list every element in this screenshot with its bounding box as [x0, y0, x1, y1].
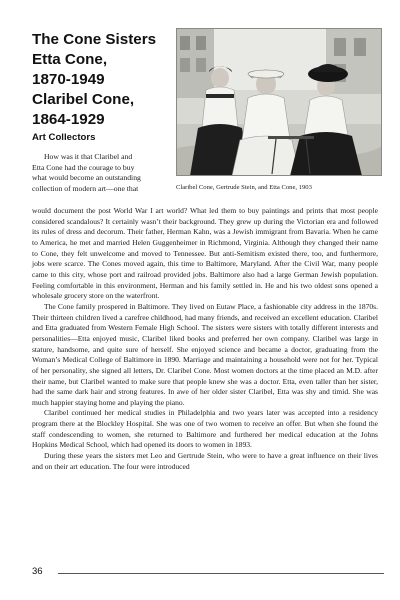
body-text — [32, 206, 378, 472]
title-line: 1864-1929 — [32, 111, 105, 128]
text-line: what would become an outstanding — [32, 173, 141, 183]
photo-image — [176, 28, 382, 176]
page-title — [32, 30, 174, 130]
wrapped-intro-lines — [32, 152, 172, 195]
paragraph-1-continued: would document the post World War I art world? What led them to buy paintings and prints that most people considered scandalous? It certainly wasn’t their background. They grew up during the Victorian era and followed its rules of dress and decorum. Their father, Herman Kahn, was a Jewish immigrant from Bavaria. When he came to America, he met and married Helen Guggenheimer in Richmond, Virginia. Although they changed their name to Cone, they felt unwelcome and moved to Tennessee. But anti-Semitism existed there, too, and furthermore, jobs were scarce. The Cones moved again, this time to Baltimore, Maryland. After the Civil War, many people came to this city, whose port and railroad provided jobs. Baltimore also had a large German Jewish population. Feeling comfortable in this environment, Herman and his family settled in. He and his two oldest sons opened a wholesale grocery store on the waterfront. — [32, 206, 378, 301]
text-line: Etta Cone had the courage to buy — [32, 162, 135, 172]
title-line: The Cone Sisters — [32, 31, 157, 48]
paragraph-4: During these years the sisters met Leo and Gertrude Stein, who were to have a great influence on their lives and on their art education. The four were introduced — [32, 451, 378, 471]
text-line: collection of modern art—one that — [32, 184, 139, 194]
section-subhead: Art Collectors — [32, 132, 96, 143]
paragraph-3: Claribel continued her medical studies in Philadelphia and two years later was accepted into a residency program there at the Blockley Hospital. She was one of two women to receive an offer. But when she found the staff condescending to women, she returned to Baltimore and furthered her medical education at the Johns Hopkins Medical School, which had opened its doors to women in 1893. — [32, 408, 378, 450]
paragraph-2: The Cone family prospered in Baltimore. They lived on Eutaw Place, a fashionable city address in the 1870s. Their thirteen children lived a carefree childhood, had many friends, and received an excellent education. Claribel and Etta graduated from Western Female High School. The sisters were sisters with totally different interests and personalities—Etta enjoyed music, Claribel liked books and preferred her own company. Claribel was large in stature, handsome, and quite sure of herself. She enjoyed science and became a doctor, graduating from the Woman’s Medical College of Baltimore in 1890. Marriage and maintaining a household were not for her. Typical of her personality, she signed all letters, Dr. Claribel Cone. Most women doctors at the time placed an M.D. after their name, but Claribel wanted to make sure that people knew she was a doctor. Etta, even taller than her sister, had the same dark hair and strong features. In awe of her older sister Claribel, Etta was shy and timid. She was much happier staying home and playing the piano. — [32, 301, 378, 407]
title-line: 1870-1949 — [32, 71, 105, 88]
page-number: 36 — [32, 566, 43, 577]
text-line: How was it that Claribel and — [44, 152, 133, 161]
title-line: Claribel Cone, — [32, 91, 135, 108]
page-footer — [32, 566, 384, 580]
title-line: Etta Cone, — [32, 51, 108, 68]
photo-caption: Claribel Cone, Gertrude Stein, and Etta Cone, 1903 — [176, 184, 312, 191]
footer-rule — [58, 573, 384, 574]
historical-photo — [176, 28, 382, 176]
